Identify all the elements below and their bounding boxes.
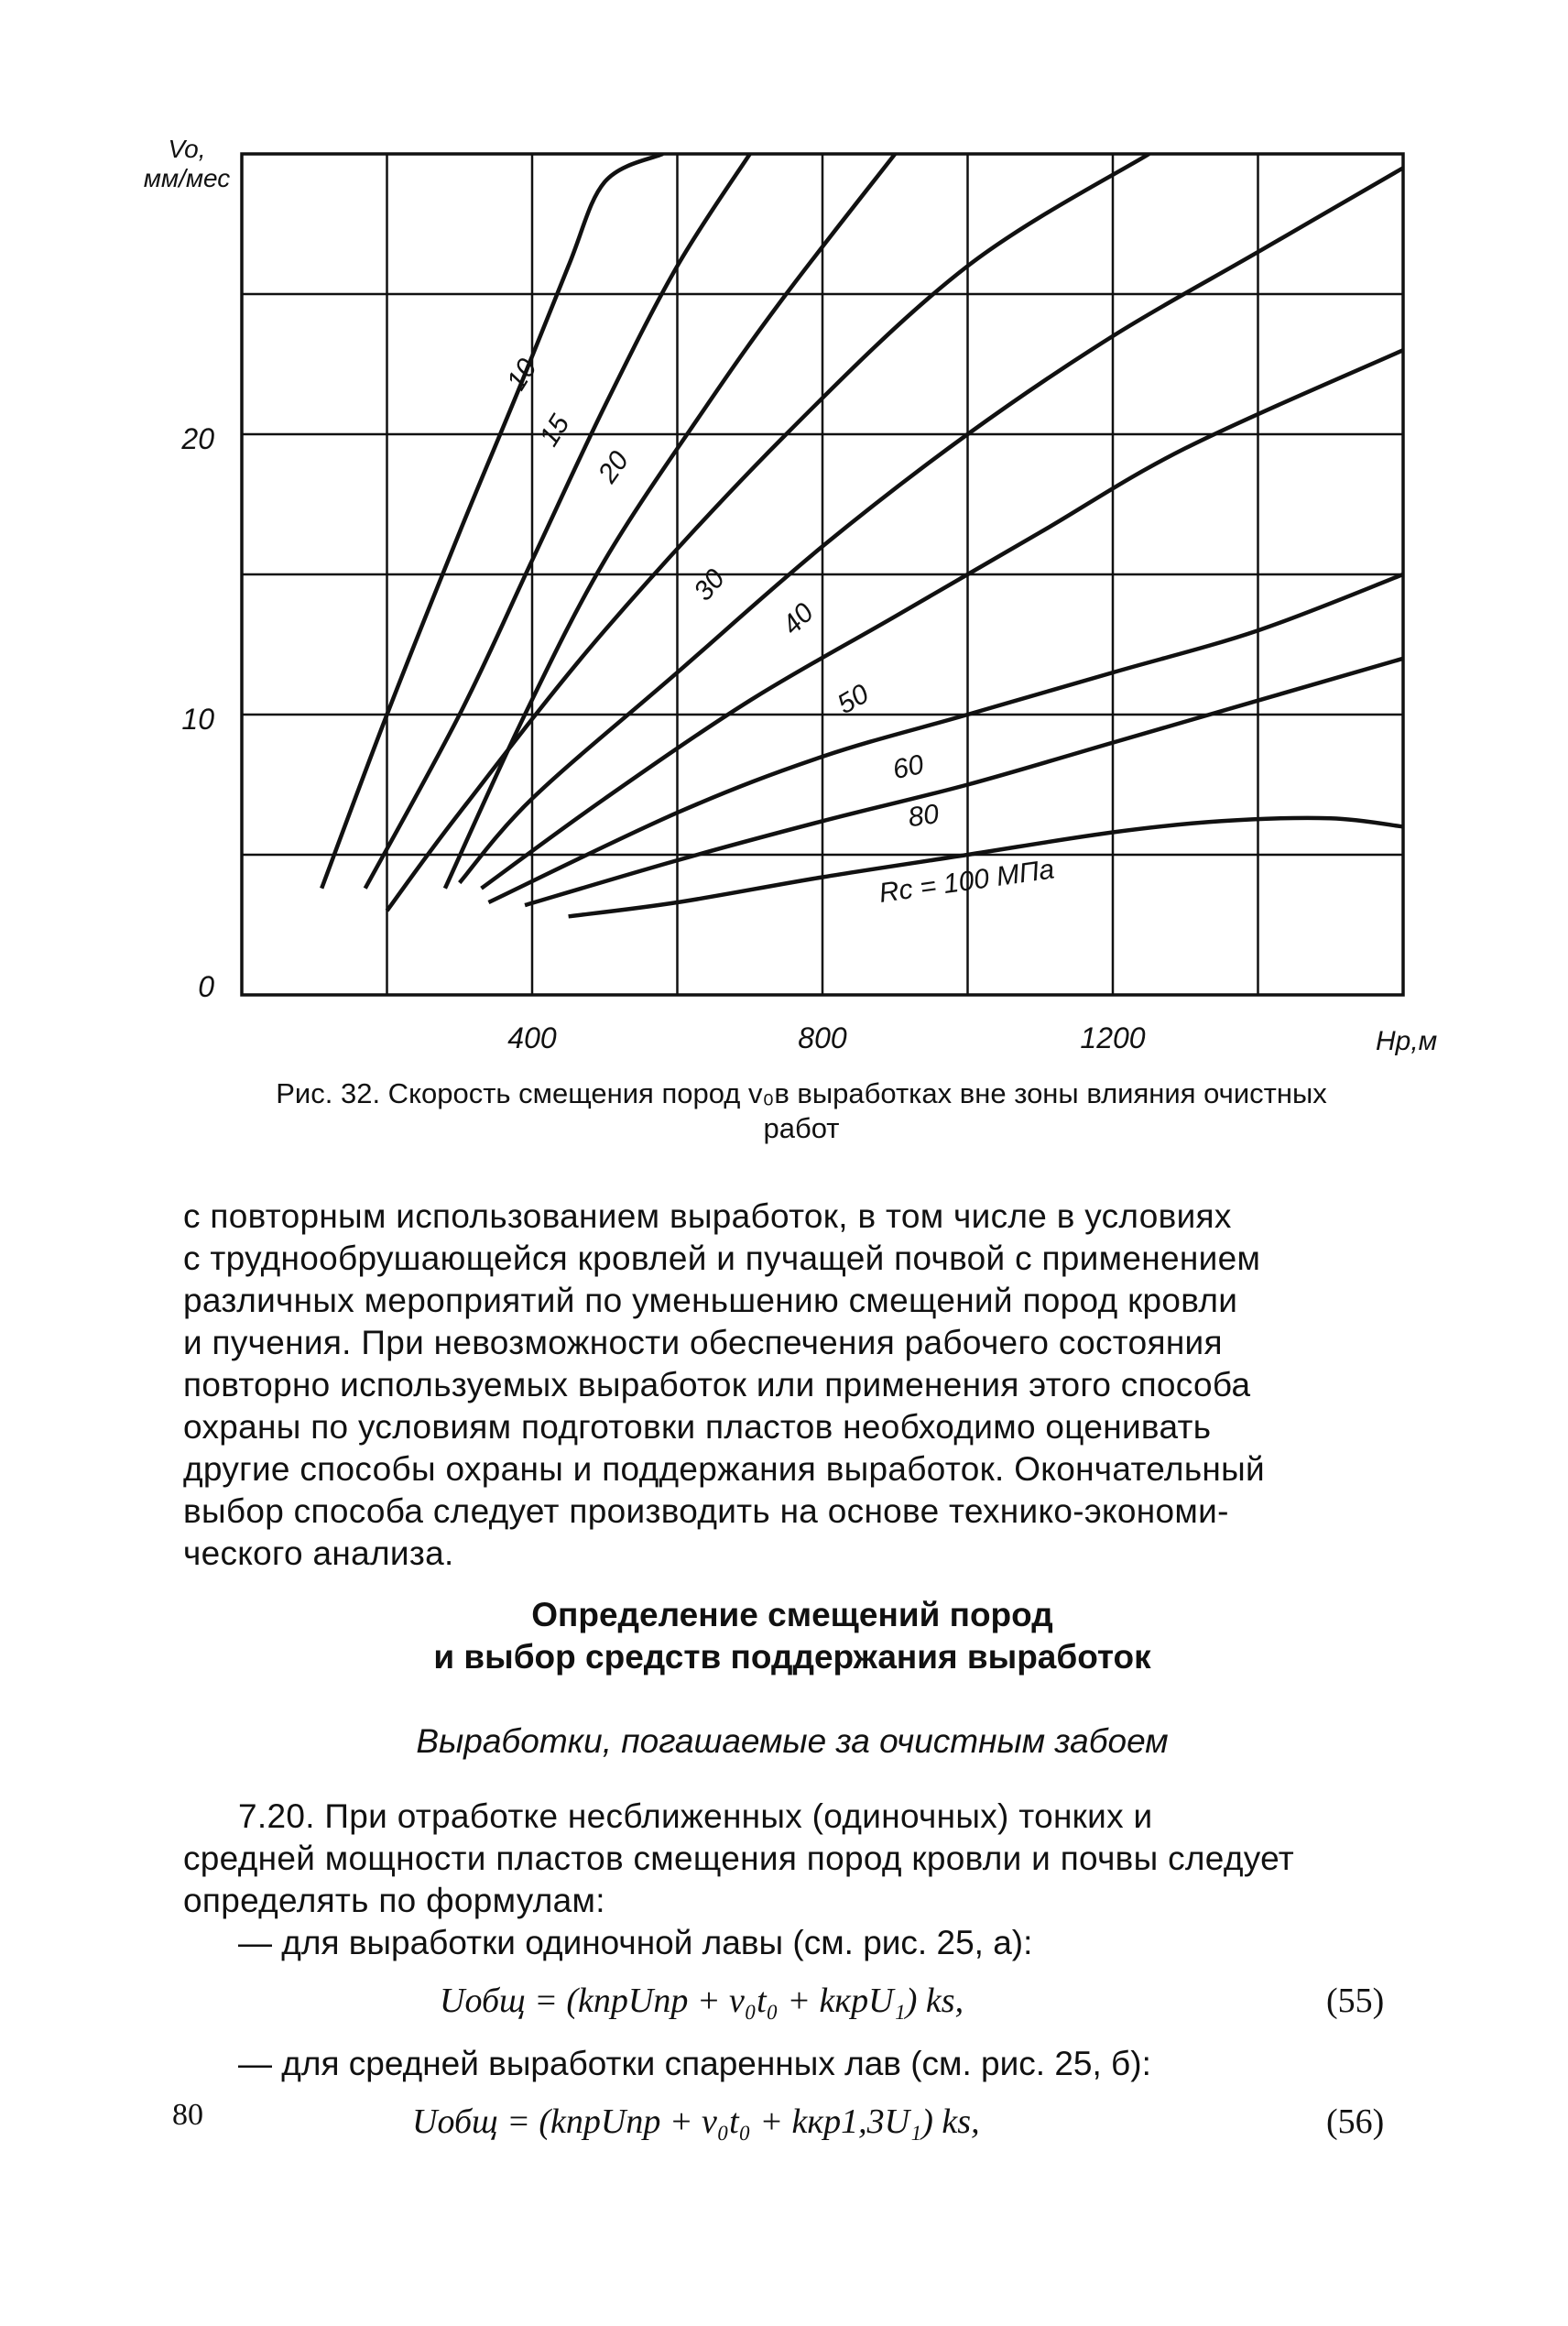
paragraph-2-line: средней мощности пластов смещения пород кровли и почвы следует bbox=[183, 1840, 1295, 1877]
equation-number-56: (56) bbox=[1326, 2102, 1385, 2141]
paragraph-2-line: определять по формулам: bbox=[183, 1882, 605, 1919]
section-heading bbox=[183, 1594, 1401, 1678]
paragraph-1-line: другие способы охраны и поддержания выработок. Окончательный bbox=[183, 1450, 1265, 1488]
curve-15 bbox=[365, 154, 750, 889]
x-tick-label: 400 bbox=[507, 1021, 557, 1054]
curve-label: 80 bbox=[906, 799, 942, 834]
page-number: 80 bbox=[172, 2098, 203, 2132]
curve-label: 50 bbox=[832, 678, 875, 721]
chart-svg bbox=[143, 119, 1438, 1056]
paragraph-1-line: выбор способа следует производить на основе технико-экономи- bbox=[183, 1492, 1229, 1530]
paragraph-1-line: ческого анализа. bbox=[183, 1534, 454, 1572]
formula-56: Uобщ = (kпрUпр + v₀t₀ + kкр1,3U₁) ks, bbox=[412, 2102, 980, 2141]
displacement-chart bbox=[143, 119, 1438, 1056]
figure-caption-line-2: работ bbox=[763, 1112, 840, 1144]
figure-caption-line-1: Рис. 32. Скорость смещения пород v₀в выработках вне зоны влияния очистных bbox=[276, 1077, 1327, 1109]
y-tick-label: 0 bbox=[198, 970, 214, 1003]
curve-label: 10 bbox=[501, 354, 543, 396]
curve-label: 30 bbox=[688, 563, 732, 607]
curve-20 bbox=[445, 154, 895, 889]
paragraph-2-line: 7.20. При отработке несближенных (одиночных) тонких и bbox=[238, 1797, 1153, 1835]
y-axis-label-line-1: Vo, bbox=[168, 135, 206, 163]
x-tick-label: 800 bbox=[798, 1021, 847, 1054]
curve-10 bbox=[321, 154, 662, 889]
paragraph-1-line: охраны по условиям подготовки пластов необходимо оценивать bbox=[183, 1408, 1212, 1446]
paragraph-1-line: с труднообрушающейся кровлей и пучащей почвой с применением bbox=[183, 1239, 1261, 1277]
paragraph-1-line: с повторным использованием выработок, в том числе в условиях bbox=[183, 1197, 1232, 1235]
section-heading-line-2: и выбор средств поддержания выработок bbox=[433, 1638, 1151, 1676]
paragraph-1 bbox=[183, 1196, 1401, 1575]
y-axis-label-line-2: мм/мес bbox=[143, 164, 231, 192]
paragraph-2 bbox=[183, 1796, 1401, 1922]
figure-caption bbox=[192, 1076, 1410, 1146]
curve-40 bbox=[460, 168, 1403, 882]
formula-55: Uобщ = (kпрUпр + v₀t₀ + kкрU₁) ks, bbox=[440, 1982, 964, 2020]
curve-label: 40 bbox=[776, 597, 820, 641]
subsection-heading: Выработки, погашаемые за очистным забоем bbox=[416, 1722, 1169, 1760]
list-item-single-lava: — для выработки одиночной лавы (см. рис. 25, а): bbox=[238, 1924, 1033, 1961]
y-tick-label: 20 bbox=[181, 422, 214, 455]
curve-label: 15 bbox=[533, 410, 576, 453]
paragraph-1-line: и пучения. При невозможности обеспечения рабочего состояния bbox=[183, 1324, 1223, 1361]
curve-30 bbox=[387, 154, 1149, 911]
curve-label: 60 bbox=[889, 749, 927, 786]
section-heading-line-1: Определение смещений пород bbox=[531, 1596, 1053, 1633]
curve-50 bbox=[482, 350, 1403, 889]
x-tick-label: 1200 bbox=[1080, 1021, 1146, 1054]
list-item-paired-lavas: — для средней выработки спаренных лав (см. рис. 25, б): bbox=[238, 2045, 1151, 2082]
paragraph-1-line: повторно используемых выработок или применения этого способа bbox=[183, 1366, 1251, 1403]
curve-label: 20 bbox=[592, 445, 636, 489]
paragraph-1-line: различных мероприятий по уменьшению смещений пород кровли bbox=[183, 1282, 1238, 1319]
curve-60 bbox=[488, 574, 1403, 902]
y-tick-label: 10 bbox=[181, 703, 214, 736]
equation-number-55: (55) bbox=[1326, 1982, 1385, 2020]
curve-label: Rc = 100 МПа bbox=[877, 854, 1057, 909]
x-axis-label: Hp,м bbox=[1376, 1026, 1438, 1056]
